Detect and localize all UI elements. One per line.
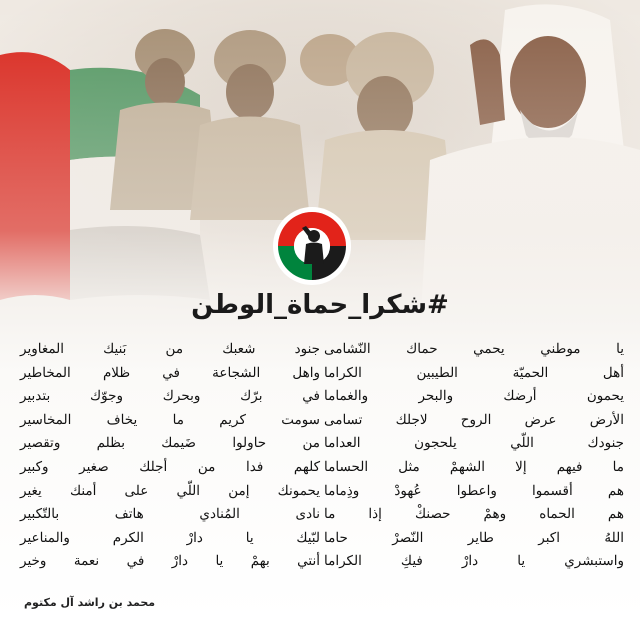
verse-line: نادى المُنادي هاتف بالتّكبير xyxy=(20,506,320,523)
verse-line: في برّك وبحرك وجوّك بتدبير xyxy=(20,388,320,405)
verse-line: الأرض عرض الروح لاجلك تسامى xyxy=(324,411,624,428)
verse-line: يحمونك إمن اللّي على أمنك يغير xyxy=(20,482,320,499)
verse-line: لبّيك يا دارْ الكرم والمناعير xyxy=(20,529,320,546)
verse-line: هم أقسموا واعطوا عُهودْ وذِماما xyxy=(324,482,624,499)
verse-line: اللهُ اكبر طاير النّصرْ حاما xyxy=(324,529,624,546)
verse-line: أنتي بهمْ يا دارْ في نعمة وخير xyxy=(20,553,320,570)
poem-right-column xyxy=(324,338,624,574)
poem-left-column xyxy=(20,338,320,574)
verse-line: يا موطني يحمي حماك النّشامى xyxy=(324,341,624,357)
verse-line: كلهم فدا من أجلك صغير وكبير xyxy=(20,458,320,475)
verse-line: جنودك اللّي يلحجون العداما xyxy=(324,435,624,452)
hashtag-title: #شكرا_حماة_الوطن xyxy=(191,290,449,320)
verse-line: يحمون أرضك والبحر والغماما xyxy=(324,388,624,405)
verse-line: واستبشري يا دارْ فيكِ الكراما xyxy=(324,553,624,570)
verse-line: من حاولوا ضَيمك بظلم وتقصير xyxy=(20,435,320,452)
poet-signature: محمد بن راشد آل مكتوم xyxy=(24,596,156,609)
saluting-soldier-emblem-icon xyxy=(272,206,352,286)
verse-line: جنود شعبك من بَنيك المغاوير xyxy=(20,341,320,357)
verse-line: أهل الحميّة الطيبين الكراما xyxy=(324,364,624,381)
verse-line: هم الحماه وهمْ حصنكْ إذا ما xyxy=(324,506,624,523)
verse-line: سومت كريم ما يخاف المخاسير xyxy=(20,411,320,428)
verse-line: واهل الشجاعة في ظلام المخاطير xyxy=(20,364,320,381)
verse-line: ما فيهم إلا الشهمْ مثل الحساما xyxy=(324,458,624,475)
